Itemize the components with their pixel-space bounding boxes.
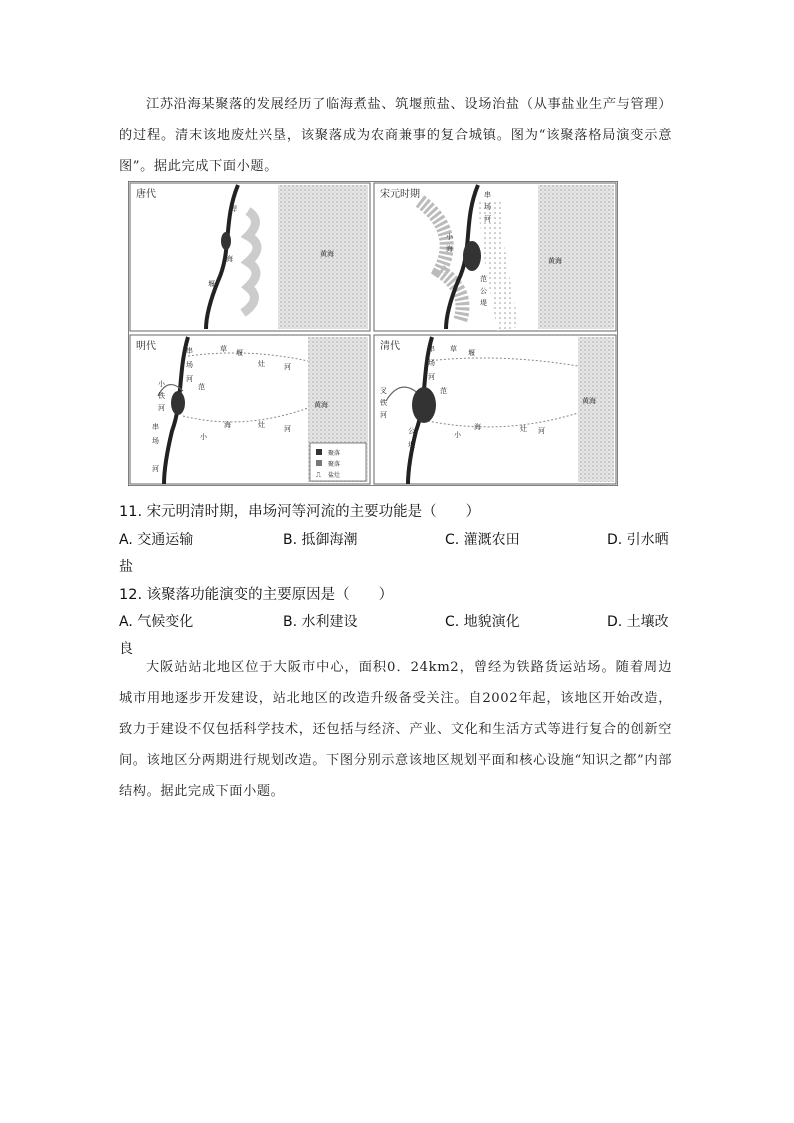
map-label: 堰: [236, 349, 243, 357]
legend-item: 盐灶: [328, 472, 341, 479]
panel-tang: [130, 183, 370, 331]
map-label: 堤: [480, 299, 487, 307]
q12-option-c[interactable]: C. 地貌演化: [445, 614, 520, 630]
panel-qing: [374, 335, 616, 484]
map-label: 铁: [158, 392, 165, 400]
q12-option-b[interactable]: B. 水利建设: [283, 614, 358, 630]
map-label: 海: [226, 255, 233, 263]
map-label: 海: [474, 423, 481, 431]
map-label: 河: [158, 404, 165, 412]
panel-tang-title: 唐代: [136, 189, 156, 200]
map-label: 堤: [408, 441, 415, 449]
map-label: 堰: [468, 349, 475, 357]
map-label: 场: [152, 437, 159, 445]
map-label: 黄海: [320, 250, 334, 258]
map-label: 黄海: [582, 397, 596, 405]
map-label: 灶: [258, 421, 265, 429]
q11-option-d-wrap: 盐: [119, 559, 133, 575]
q12-option-d-wrap: 良: [119, 641, 133, 657]
map-label: 串: [186, 347, 193, 355]
map-label: 河: [484, 215, 491, 223]
panel-song-yuan-title: 宋元时期: [380, 189, 420, 200]
legend-symbol: ⎍: [316, 471, 321, 479]
question-11-options: [119, 529, 672, 579]
settlement-evolution-map: [128, 181, 618, 486]
q11-option-c[interactable]: C. 灌溉农田: [445, 532, 520, 548]
question-12-stem: 12. 该聚落功能演变的主要原因是（ ）: [119, 587, 394, 603]
panel-ming: [130, 335, 370, 484]
map-label: 小: [158, 380, 165, 388]
passage-intro: 江苏沿海某聚落的发展经历了临海煮盐、筑堰煎盐、设场治盐（从事盐业生产与管理）的过程。清末该地废灶兴垦，该聚落成为农商兼事的复合城镇。图为“该聚落格局演变示意图”。据此完成下面小题。: [119, 97, 672, 174]
map-label: 小: [446, 233, 453, 241]
map-label: 公: [408, 427, 415, 435]
map-label: 河: [186, 375, 193, 383]
map-label: 河: [380, 411, 387, 419]
map-label: 叉: [380, 387, 387, 395]
map-label: 捍: [230, 205, 237, 213]
panel-qing-title: 清代: [380, 341, 400, 352]
map-label: 串: [484, 191, 491, 199]
q11-option-a[interactable]: A. 交通运输: [119, 532, 194, 548]
legend-item: 聚落: [328, 461, 341, 468]
map-label: 场: [484, 203, 491, 211]
map-label: 铁: [380, 399, 387, 407]
map-label: 公: [480, 287, 487, 295]
map-label: 灶: [520, 425, 527, 433]
map-label: 黄海: [548, 257, 562, 265]
map-label: 河: [284, 363, 291, 371]
q11-option-d[interactable]: D. 引水晒: [607, 532, 669, 548]
map-label: 串: [428, 345, 435, 353]
panel-song-yuan: [374, 183, 616, 331]
map-label: 范: [198, 383, 205, 391]
question-11-stem: 11. 宋元明清时期，串场河等河流的主要功能是（ ）: [119, 504, 481, 520]
map-label: 草: [450, 345, 457, 353]
map-label: 海: [224, 421, 231, 429]
panel-ming-title: 明代: [136, 341, 156, 352]
map-label: 河: [538, 427, 545, 435]
map-label: 小: [200, 433, 207, 441]
map-label: 小: [454, 431, 461, 439]
q12-option-d[interactable]: D. 土壤改: [607, 614, 669, 630]
map-label: 范: [480, 275, 487, 283]
map-label: 草: [220, 345, 227, 353]
map-label: 河: [428, 373, 435, 381]
map-label: 河: [152, 465, 159, 473]
legend-item: 聚落: [328, 450, 341, 457]
map-label: 海: [446, 245, 453, 253]
map-label: 串: [152, 423, 159, 431]
q11-option-b[interactable]: B. 抵御海潮: [283, 532, 358, 548]
map-label: 黄海: [314, 401, 328, 409]
map-label: 场: [428, 359, 435, 367]
map-label: 范: [440, 387, 447, 395]
map-label: 场: [186, 361, 193, 369]
q12-option-a[interactable]: A. 气候变化: [119, 614, 194, 630]
passage-osaka: 大阪站站北地区位于大阪市中心，面积0．24km2，曾经为铁路货运站场。随着周边城市用地逐步开发建设，站北地区的改造升级备受关注。自2002年起，该地区开始改造，致力于建设不仅包括科学技术，还包括与经济、产业、文化和生活方式等进行复合的创新空间。该地区分两期进行规划改造。下图分别示意该地区规划平面和核心设施“知识之都”内部结构。据此完成下面小题。: [119, 660, 672, 799]
map-label: 堰: [208, 280, 215, 288]
map-label: 灶: [258, 360, 265, 368]
map-label: 河: [284, 425, 291, 433]
